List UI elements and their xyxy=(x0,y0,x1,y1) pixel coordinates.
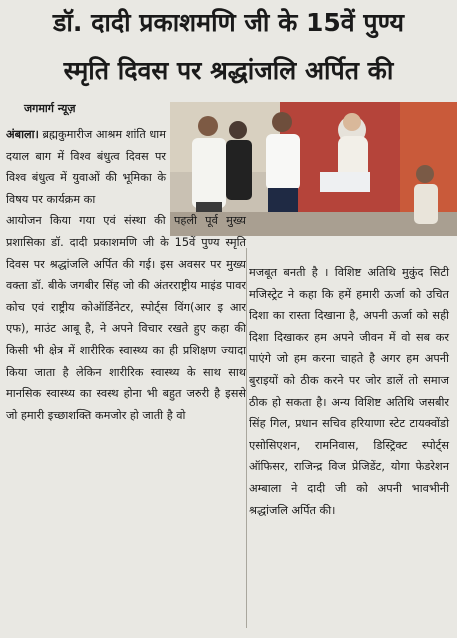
article-right-text: मजबूत बनती है । विशिष्ट अतिथि मुकुंद सिटी मजिस्ट्रेट ने कहा कि हमें हमारी ऊर्जा को उचित दिशा का रास्ता दिखाना है, अपनी ऊर्जा को सही दिशा दिखाकर हम अपने जीवन में वो सब कर पाएंगे जो हम करना चाहते है अगर हम अपनी बुराइयों को ठीक करने पर जोर डालें तो समाज ठीक हो सकता है। अन्य विशिष्ट अतिथि जसबीर सिंह गिल, प्रधान सचिव हरियाणा स्टेट टायक्वोंडो एसोसिएशन, रामनिवास, डिस्ट्रिक्ट स्पोर्ट्स ऑफिसर, राजिन्द्र विज प्रेजिडेंट, योगा फेडरेशन अम्बाला ने दादी जी को अपनी भावभीनी श्रद्धांजलि अर्पित की। xyxy=(249,266,449,517)
dateline: अंबाला। xyxy=(6,128,39,141)
byline: जगमार्ग न्यूज़ xyxy=(24,102,76,115)
headline-line-1: डॉ. दादी प्रकाशमणि जी के 15वें पुण्य xyxy=(53,8,404,37)
headline-line-2: स्मृति दिवस पर श्रद्धांजलि अर्पित की xyxy=(63,56,394,85)
article-intro-text: ब्रह्मकुमारीज आश्रम शांति धाम दयाल बाग में विश्व बंधुत्व दिवस पर विश्व बंधुत्व में युवाओं की भूमिका के विषय पर कार्यक्रम का xyxy=(6,128,166,206)
column-divider xyxy=(246,248,247,628)
article-left-column xyxy=(6,124,246,426)
article-intro xyxy=(6,124,166,210)
article-left-text: आयोजन किया गया एवं संस्था की पहली पूर्व मुख्य प्रशासिका डॉ. दादी प्रकाशमणि जी के 15वें पुण्य स्मृति दिवस पर श्रद्धांजलि अर्पित की गई। इस अवसर पर मुख्य वक्ता डॉ. बीके जगबीर सिंह जो की अंतरराष्ट्रीय माइंड पावर कोच एवं राष्ट्रीय कोऑर्डिनेटर, स्पोर्ट्स विंग(आर इ आर एफ), माउंट आबू है, ने अपने विचार रखते हुए कहा की किसी भी क्षेत्र में शारीरिक स्वास्थ्य का ही प्रशिक्षण ज्यादा किया जाता है लेकिन शारीरिक स्वास्थ्य के साथ साथ मानसिक स्वास्थ्य का स्वस्थ होना भी बहुत जरुरी है इससे जो हमारी इच्छाशक्ति कमजोर हो जाती है वो xyxy=(6,214,246,422)
article-right-column xyxy=(249,262,449,521)
